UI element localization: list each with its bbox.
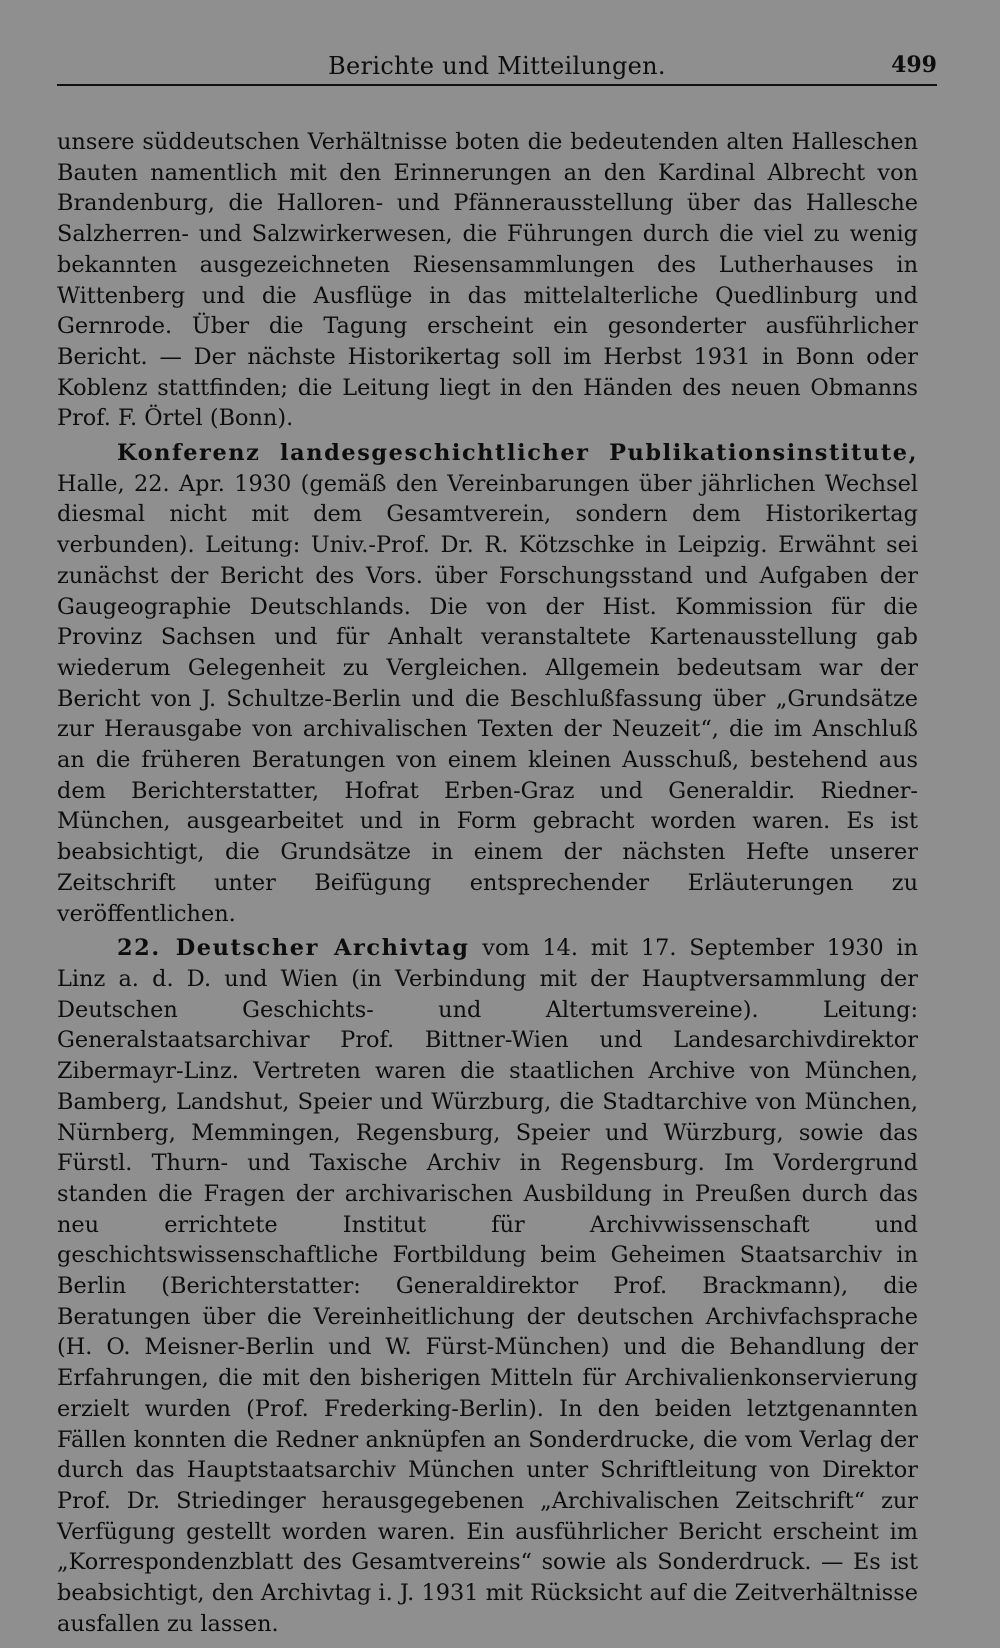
section-heading-archivtag: 22. Deutscher Archivtag: [117, 935, 470, 962]
running-title: Berichte und Mitteilungen.: [328, 52, 666, 80]
paragraph-konferenz: [57, 438, 918, 929]
section-heading-konferenz: Konferenz landesgeschichtlicher Publikationsinstitute,: [117, 440, 918, 467]
page-number: 499: [891, 52, 937, 78]
paragraph-archivtag: [57, 933, 918, 1639]
paragraph-historikertag-continuation: [57, 127, 918, 434]
paragraph-text: unsere süddeutschen Verhältnisse boten die bedeutenden alten Halleschen Bauten namentlich mit den Erinnerungen an den Kardinal Albrecht von Brandenburg, die Halloren- und Pfännerausstellung über das Hallesche Salzherren- und Salzwirkerwesen, die Führungen durch die viel zu wenig bekannten ausgezeichneten Riesensammlungen des Lutherhauses in Wittenberg und die Ausflüge in das mittelalterliche Quedlinburg und Gernrode. Über die Tagung erscheint ein gesonderter ausführlicher Bericht. — Der nächste Historikertag soll im Herbst 1931 in Bonn oder Koblenz stattfinden; die Leitung liegt in den Händen des neuen Obmanns Prof. F. Örtel (Bonn).: [57, 129, 918, 432]
page-header: [57, 50, 937, 86]
body-text: [57, 127, 918, 1643]
paragraph-text: vom 14. mit 17. September 1930 in Linz a. d. D. und Wien (in Verbindung mit der Hauptversammlung der Deutschen Geschichts- und Altertumsvereine). Leitung: Generalstaatsarchivar Prof. Bittner-Wien und Landesarchivdirektor Zibermayr-Linz. Vertreten waren die staatlichen Archive von München, Bamberg, Landshut, Speier und Würzburg, die Stadtarchive von München, Nürnberg, Memmingen, Regensburg, Speier und Würzburg, sowie das Fürstl. Thurn- und Taxische Archiv in Regensburg. Im Vordergrund standen die Fragen der archivarischen Ausbildung in Preußen durch das neu errichtete Institut für Archivwissenschaft und geschichtswissenschaftliche Fortbildung beim Geheimen Staatsarchiv in Berlin (Berichterstatter: Generaldirektor Prof. Brackmann), die Beratungen über die Vereinheitlichung der deutschen Archivfachsprache (H. O. Meisner-Berlin und W. Fürst-München) und die Behandlung der Erfahrungen, die mit den bisherigen Mitteln für Archivalienkonservierung erzielt wurden (Prof. Frederking-Berlin). In den beiden letztgenannten Fällen konnten die Redner anknüpfen an Sonderdrucke, die vom Verlag der durch das Hauptstaatsarchiv München unter Schriftleitung von Direktor Prof. Dr. Striedinger herausgegebenen „Archivalischen Zeitschrift“ zur Verfügung gestellt worden waren. Ein ausführlicher Bericht erscheint im „Korrespondenzblatt des Gesamtvereins“ sowie als Sonderdruck. — Es ist beabsichtigt, den Archivtag i. J. 1931 mit Rücksicht auf die Zeitverhältnisse ausfallen zu lassen.: [57, 935, 919, 1637]
paragraph-text: Halle, 22. Apr. 1930 (gemäß den Vereinbarungen über jährlichen Wechsel diesmal nicht mit dem Gesamtverein, sondern dem Historikertag verbunden). Leitung: Univ.-Prof. Dr. R. Kötzschke in Leipzig. Erwähnt sei zunächst der Bericht des Vors. über Forschungsstand und Aufgaben der Gaugeographie Deutschlands. Die von der Hist. Kommission für die Provinz Sachsen und für Anhalt veranstaltete Kartenausstellung gab wiederum Gelegenheit zu Vergleichen. Allgemein bedeutsam war der Bericht von J. Schultze-Berlin und die Beschlußfassung über „Grundsätze zur Herausgabe von archivalischen Texten der Neuzeit“, die im Anschluß an die früheren Beratungen von einem kleinen Ausschuß, bestehend aus dem Berichterstatter, Hofrat Erben-Graz und Generaldir. Riedner-München, ausgearbeitet und in Form gebracht worden waren. Es ist beabsichtigt, die Grundsätze in einem der nächsten Hefte unserer Zeitschrift unter Beifügung entsprechender Erläuterungen zu veröffentlichen.: [57, 470, 918, 927]
